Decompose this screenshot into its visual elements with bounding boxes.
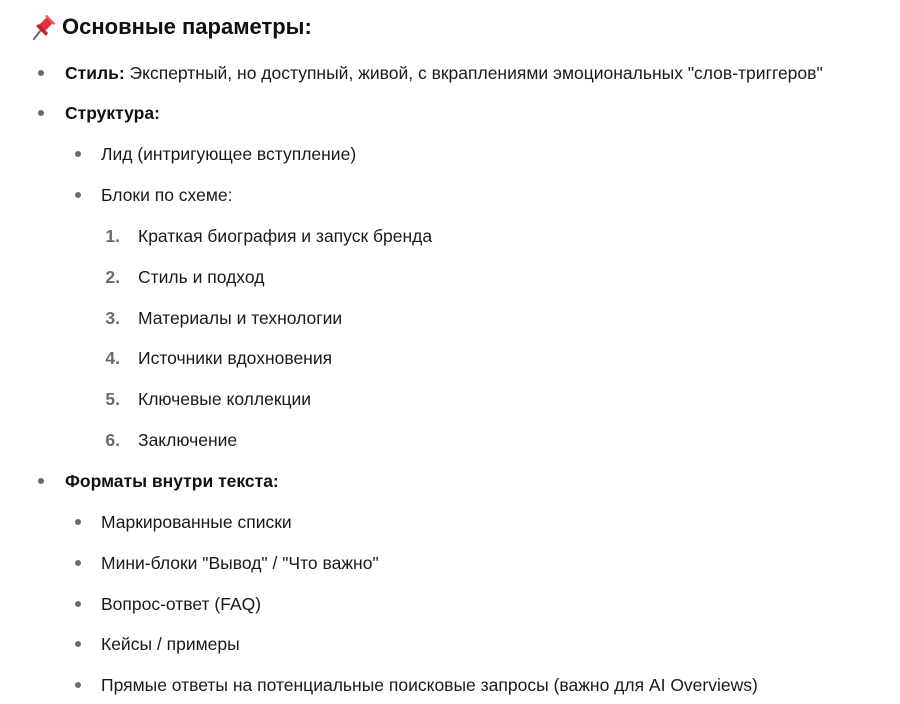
bullet <box>75 601 81 607</box>
section-heading <box>30 12 312 42</box>
structure-label: Структура: <box>65 102 160 123</box>
format-item-text: Прямые ответы на потенциальные поисковые запросы (важно для AI Overviews) <box>101 674 758 695</box>
bullet <box>75 151 81 157</box>
bullet <box>38 110 44 116</box>
style-line <box>65 63 823 84</box>
format-item-text: Мини-блоки "Вывод" / "Что важно" <box>101 552 379 573</box>
item-number: 3. <box>105 307 120 328</box>
item-number: 5. <box>105 388 120 409</box>
item-number: 4. <box>105 347 120 368</box>
item-number: 1. <box>105 225 120 246</box>
item-text: Стиль и подход <box>138 266 265 287</box>
heading-title: Основные параметры: <box>62 14 312 39</box>
bullet <box>75 682 81 688</box>
item-text: Материалы и технологии <box>138 307 343 328</box>
format-item-text: Кейсы / примеры <box>101 633 240 654</box>
bullet <box>38 70 44 76</box>
style-label: Стиль: <box>65 62 125 83</box>
structure-item-text: Лид (интригующее вступление) <box>101 143 357 164</box>
item-number: 6. <box>105 429 120 450</box>
formats-label: Форматы внутри текста: <box>65 470 279 491</box>
item-text: Краткая биография и запуск бренда <box>138 225 433 246</box>
item-text: Заключение <box>138 429 238 450</box>
bullet <box>75 192 81 198</box>
item-text: Ключевые коллекции <box>138 388 312 409</box>
bullet <box>38 478 44 484</box>
bullet <box>75 641 81 647</box>
style-text: Экспертный, но доступный, живой, с вкраплениями эмоциональных "слов-триггеров" <box>124 62 823 83</box>
pushpin-icon <box>30 12 56 42</box>
structure-item-text: Блоки по схеме: <box>101 184 233 205</box>
format-item-text: Маркированные списки <box>101 511 292 532</box>
bullet <box>75 560 81 566</box>
format-item-text: Вопрос-ответ (FAQ) <box>101 593 262 614</box>
bullet <box>75 519 81 525</box>
item-number: 2. <box>105 266 120 287</box>
item-text: Источники вдохновения <box>138 347 333 368</box>
